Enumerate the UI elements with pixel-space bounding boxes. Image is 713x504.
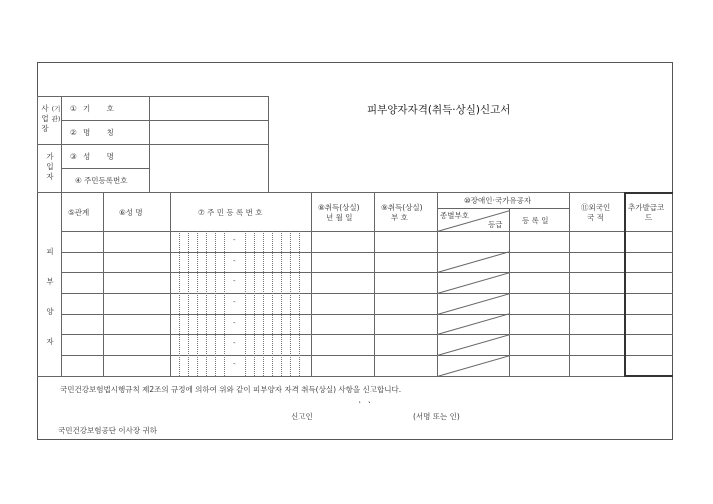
header-rrn: ⑦ 주 민 등 록 번 호 — [198, 208, 263, 217]
form-frame — [37, 62, 673, 440]
rrn-dotted-line — [299, 231, 300, 376]
rrn-separator: - — [233, 277, 236, 285]
footer-date-marks: ㆍ ㆍ — [356, 398, 373, 407]
header-foreign-line2: 국 적 — [587, 213, 604, 222]
rrn-separator: - — [233, 298, 236, 306]
reporter-label: 신고인 — [291, 412, 313, 421]
table-vline-bold — [624, 192, 626, 376]
form-title: 피부양자자격(취득·상실)신고서 — [367, 104, 511, 116]
table-row-line — [61, 334, 673, 335]
header-code-line2: 부 호 — [391, 213, 408, 222]
rrn-separator: - — [233, 319, 236, 327]
table-bottom-line — [37, 376, 673, 377]
rrn-dotted-line — [215, 231, 216, 376]
table-vline — [569, 192, 570, 376]
header-grade: 등급 — [488, 220, 503, 229]
rrn-dotted-line — [281, 231, 282, 376]
info-top-line — [37, 96, 268, 97]
rrn-dotted-line — [254, 231, 255, 376]
subscriber-name-num: ③ — [70, 152, 77, 161]
header-extra-line2: 드 — [645, 213, 653, 222]
info-line — [61, 120, 268, 121]
extra-col-bottom-bold — [624, 375, 673, 377]
name-field-num: ② — [70, 128, 77, 137]
table-vline — [311, 192, 312, 376]
table-header-line — [61, 231, 673, 232]
rrn-dotted-line — [179, 231, 180, 376]
signature-label: (서명 또는 인) — [413, 412, 460, 421]
table-row-line — [61, 293, 673, 294]
table-row-line — [61, 355, 673, 356]
rrn-separator: - — [233, 360, 236, 368]
header-date-line2: 년 월 일 — [326, 213, 353, 222]
addressee: 국민건강보험공단 이사장 귀하 — [58, 426, 157, 435]
rrn-separator: - — [233, 236, 236, 244]
code-field-label: 기 호 — [83, 104, 121, 113]
info-vline — [149, 96, 150, 192]
header-code-line1: ⑨취득(상실) — [381, 203, 423, 212]
rrn-dotted-line — [245, 231, 246, 376]
disabled-group-subline — [437, 208, 569, 209]
header-date-line1: ⑧취득(상실) — [318, 203, 360, 212]
extra-col-top-bold — [624, 192, 673, 194]
subscriber-rrn-num: ④ — [75, 176, 82, 185]
rrn-dotted-line — [197, 231, 198, 376]
header-name: ⑥성 명 — [119, 208, 143, 217]
rrn-dotted-line — [290, 231, 291, 376]
header-disabled-group: ⑩장애인·국가유공자 — [464, 196, 532, 205]
table-vline — [61, 192, 62, 376]
dependent-side-label: 피부양자 — [46, 247, 54, 346]
info-vline — [61, 96, 62, 192]
subscriber-rrn-label: 주민등록번호 — [84, 176, 128, 185]
info-vline — [268, 96, 269, 192]
table-vline — [170, 192, 171, 376]
rrn-dotted-line — [188, 231, 189, 376]
header-type-code: 종별부호 — [440, 211, 469, 220]
rrn-dotted-line — [224, 231, 225, 376]
rrn-dotted-line — [263, 231, 264, 376]
footer-statement: 국민건강보험법시행규칙 제2조의 규정에 의하여 위와 같이 피부양자 자격 취득(상실) 사항을 신고합니다. — [60, 385, 402, 394]
info-line — [37, 144, 268, 145]
table-row-line — [61, 314, 673, 315]
table-vline — [437, 192, 438, 376]
header-reg-date: 등 록 일 — [522, 216, 549, 225]
table-vline — [374, 192, 375, 376]
info-line — [61, 168, 149, 169]
rrn-separator: - — [233, 339, 236, 347]
org-name-field-label: 명 칭 — [83, 128, 121, 137]
table-top-line — [37, 192, 673, 193]
table-row-line — [61, 252, 673, 253]
table-row-line — [61, 272, 673, 273]
header-extra-line1: 추가발급코 — [628, 203, 665, 212]
rrn-dotted-line — [272, 231, 273, 376]
workplace-label: 사업장 — [41, 104, 49, 133]
rrn-dotted-line — [206, 231, 207, 376]
workplace-label-sub: (기관) — [51, 105, 61, 123]
header-relation: ⑤관계 — [68, 208, 90, 217]
table-vline — [103, 192, 104, 376]
rrn-separator: - — [233, 257, 236, 265]
info-vline — [37, 96, 38, 192]
header-foreign-line1: ⑪외국인 — [581, 203, 611, 212]
code-field-num: ① — [70, 104, 77, 113]
subscriber-label: 가입자 — [46, 152, 54, 181]
table-vline — [509, 208, 510, 376]
subscriber-name-label: 성 명 — [83, 152, 121, 161]
